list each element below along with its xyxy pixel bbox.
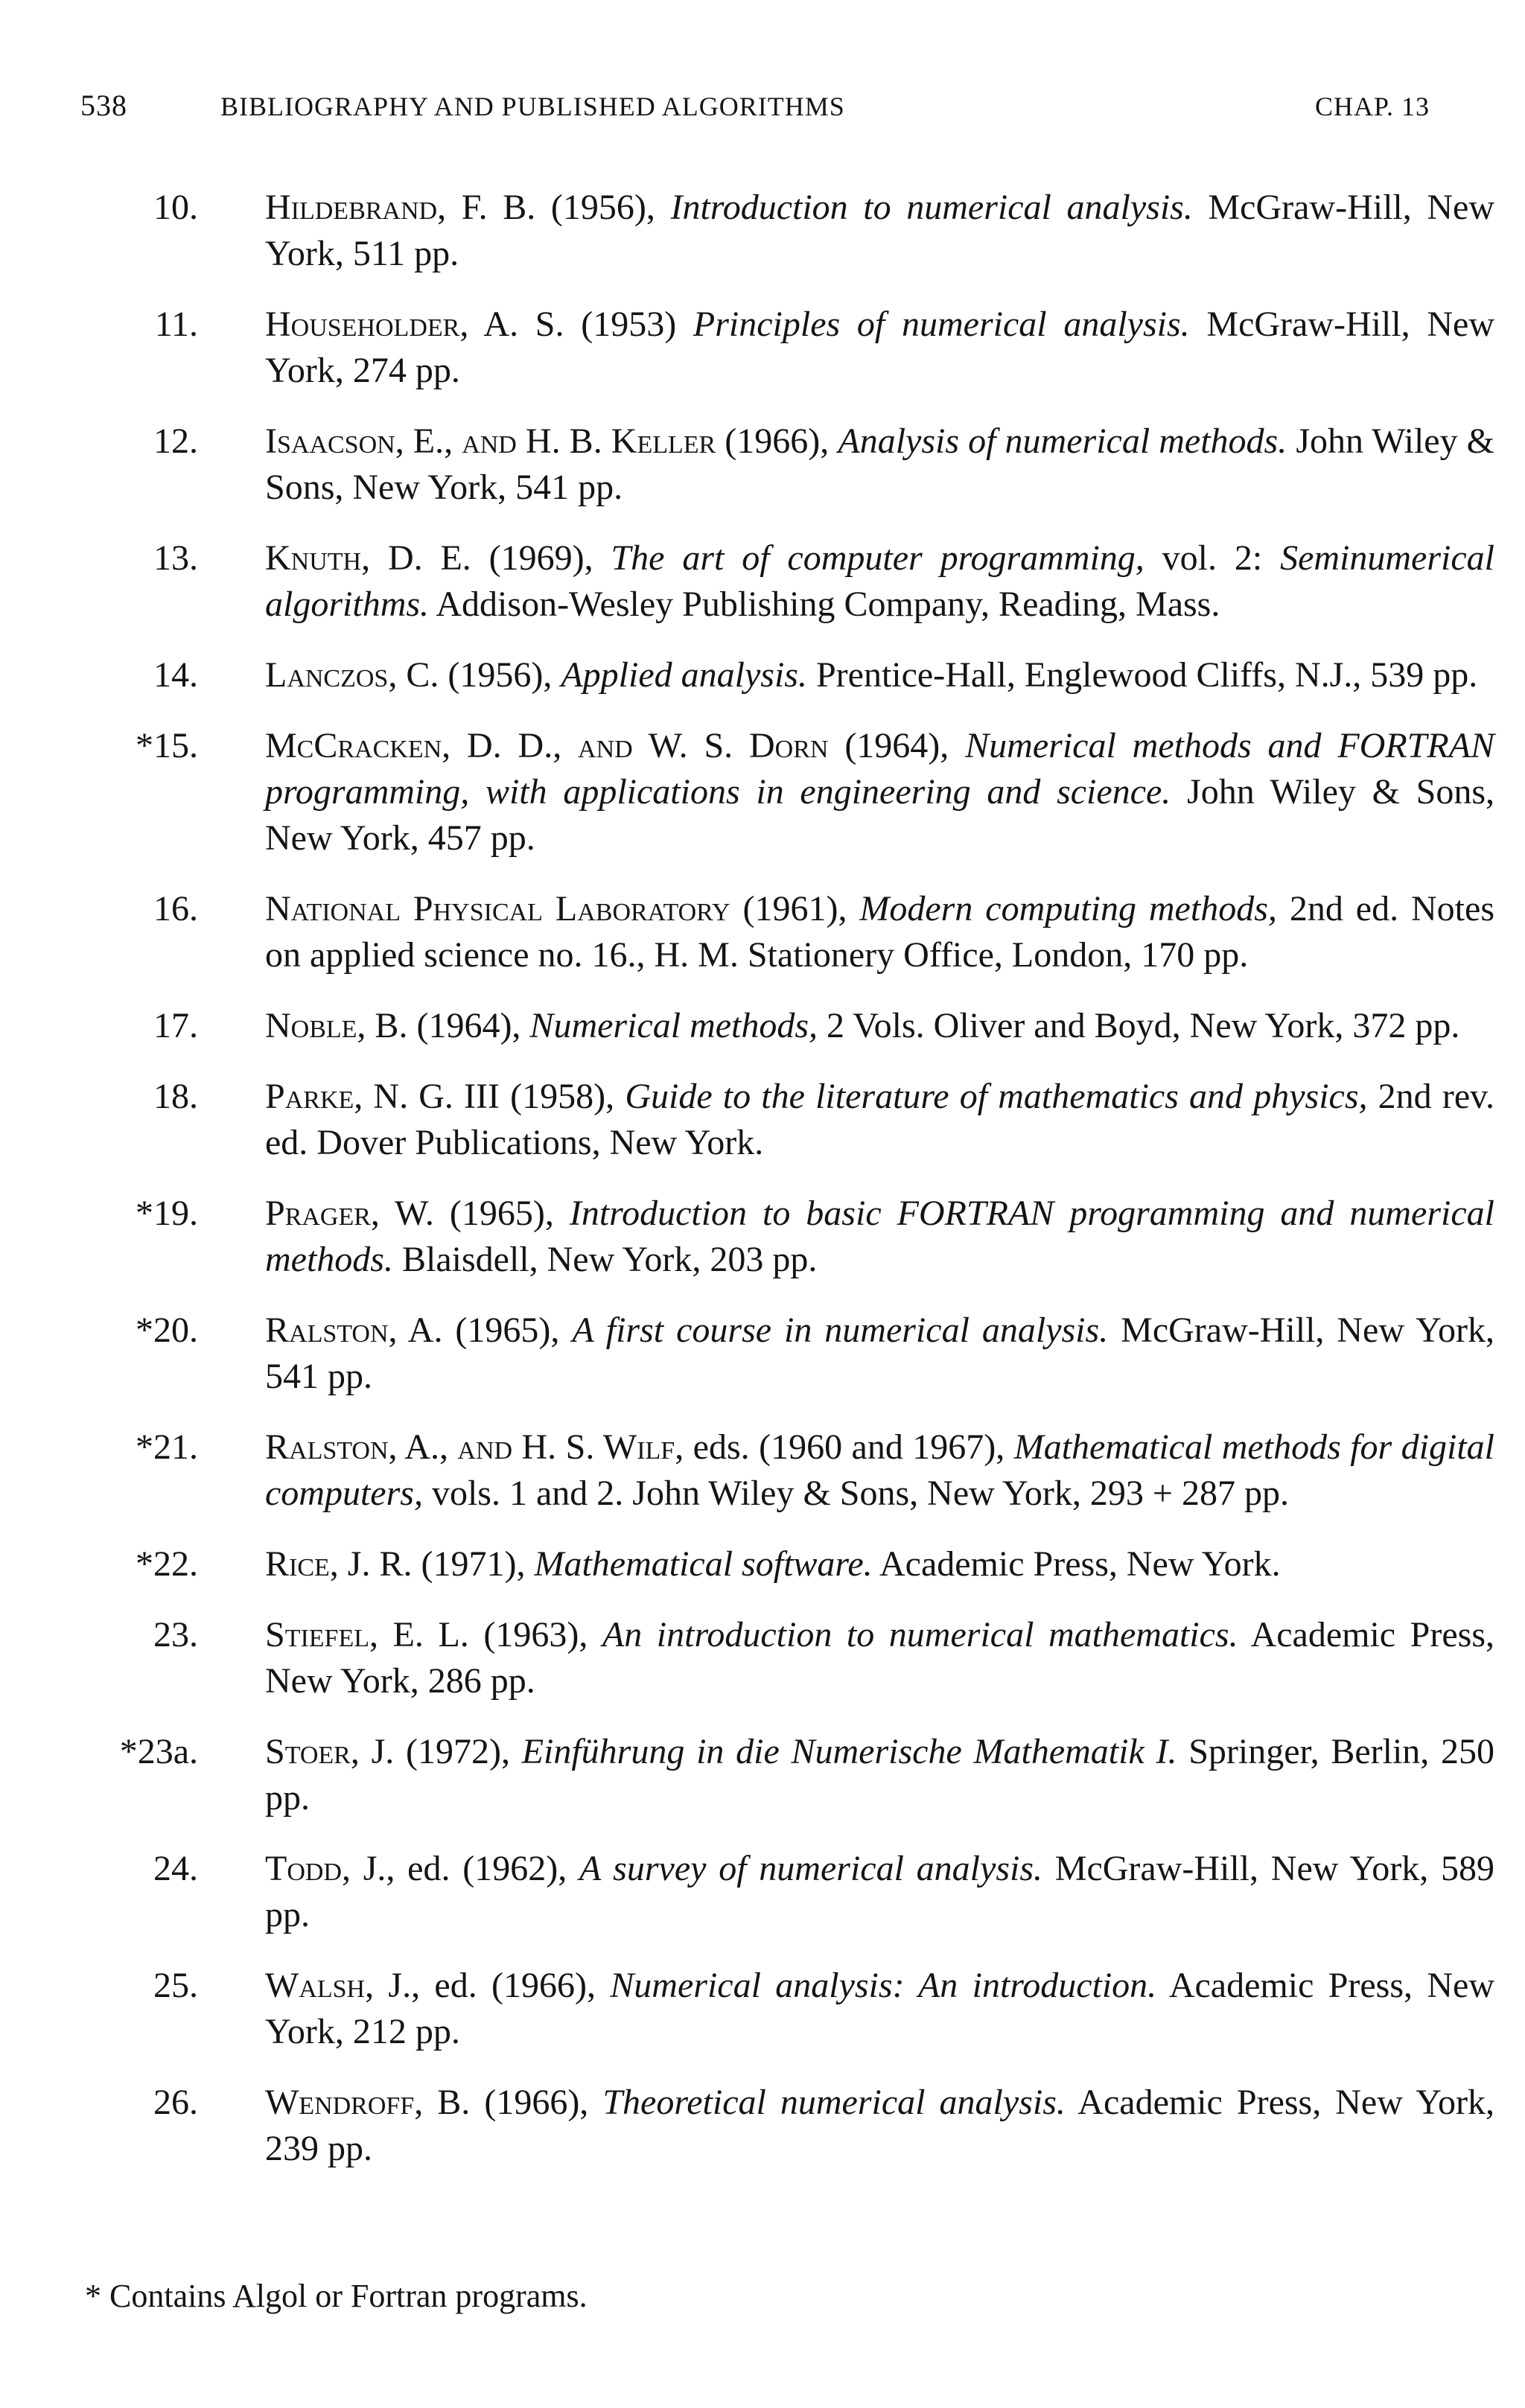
reference-text xyxy=(265,1191,1494,1283)
reference-author: Prager, W. xyxy=(265,1194,434,1233)
reference-item xyxy=(66,2080,1495,2172)
reference-publisher: vols. 1 and 2. John Wiley & Sons, New York, 293 + 287 pp. xyxy=(422,1474,1289,1513)
reference-publisher: McGraw-Hill, New York, 274 pp. xyxy=(265,305,1495,390)
reference-title: An introduction to numerical mathematics. xyxy=(602,1615,1238,1654)
reference-number: 11. xyxy=(154,305,198,344)
reference-publisher: 2 Vols. Oliver and Boyd, New York, 372 pp. xyxy=(818,1006,1460,1045)
reference-author: Walsh, J. xyxy=(265,1966,412,2005)
reference-text xyxy=(265,723,1494,861)
reference-item xyxy=(66,418,1495,511)
reference-publisher: McGraw-Hill, New York, 541 pp. xyxy=(265,1310,1495,1396)
reference-title: The art of computer programming, xyxy=(611,538,1144,578)
reference-number: *22. xyxy=(136,1544,198,1584)
reference-publisher: 2nd ed. Notes on applied science no. 16., H. M. Stationery Office, London, 170 pp. xyxy=(265,889,1494,975)
reference-year: , ed. (1962), xyxy=(386,1849,579,1888)
reference-author: Parke, N. G. III xyxy=(265,1077,500,1116)
reference-item xyxy=(66,1307,1495,1400)
reference-title: Numerical methods, xyxy=(529,1006,818,1045)
reference-publisher: Springer, Berlin, 250 pp. xyxy=(265,1732,1495,1818)
reference-year: (1966), xyxy=(716,421,838,461)
reference-publisher: McGraw-Hill, New York, 589 pp. xyxy=(265,1849,1494,1934)
reference-number: 14. xyxy=(153,655,198,695)
reference-text xyxy=(265,1307,1494,1400)
reference-author: Stoer, J. xyxy=(265,1732,395,1771)
reference-author: Ralston, A., and H. S. Wilf xyxy=(265,1427,675,1467)
reference-year: (1956), xyxy=(535,188,671,227)
reference-item xyxy=(66,1729,1495,1821)
reference-number: 24. xyxy=(153,1849,198,1888)
reference-publisher: Prentice-Hall, Englewood Cliffs, N.J., 539 pp. xyxy=(806,655,1478,695)
reference-title: Theoretical numerical analysis. xyxy=(602,2083,1066,2122)
reference-title: Numerical methods and FORTRAN programming, with applications in engineering and science. xyxy=(265,726,1495,812)
reference-number: 26. xyxy=(153,2083,198,2122)
reference-item xyxy=(66,1541,1430,1587)
reference-year: (1966), xyxy=(470,2083,603,2122)
reference-author: Wendroff, B. xyxy=(265,2083,471,2122)
reference-item xyxy=(66,1612,1495,1704)
reference-text xyxy=(265,1963,1494,2055)
reference-year: (1961), xyxy=(730,889,860,929)
reference-title: Introduction to basic FORTRAN programming and numerical methods. xyxy=(265,1194,1495,1279)
reference-publisher: Academic Press, New York, 212 pp. xyxy=(265,1966,1494,2051)
reference-year: (1953) xyxy=(564,305,693,344)
page-header xyxy=(80,88,1430,133)
reference-item xyxy=(66,723,1495,861)
reference-year: (1972), xyxy=(394,1732,522,1771)
reference-text xyxy=(265,302,1494,394)
reference-author: McCracken, D. D., and W. S. Dorn xyxy=(265,726,829,765)
reference-title: Analysis of numerical methods. xyxy=(838,421,1287,461)
chapter-label: CHAP. 13 xyxy=(1314,92,1430,121)
page-number: 538 xyxy=(80,89,127,122)
reference-author: Knuth, D. E. xyxy=(265,538,471,578)
reference-text xyxy=(265,2080,1494,2172)
reference-title: Guide to the literature of mathematics and physics, xyxy=(625,1077,1368,1116)
reference-item xyxy=(66,535,1494,628)
reference-year: (1965), xyxy=(433,1194,570,1233)
reference-publisher: John Wiley & Sons, New York, 541 pp. xyxy=(265,421,1495,507)
reference-number: 18. xyxy=(153,1077,198,1116)
reference-text xyxy=(265,652,1494,698)
reference-year: , ed. (1966), xyxy=(411,1966,611,2005)
reference-author: Isaacson, E., and H. B. Keller xyxy=(265,421,716,461)
reference-author: Todd, J. xyxy=(265,1849,386,1888)
reference-item xyxy=(66,302,1495,394)
reference-author: Hildebrand, F. B. xyxy=(265,188,536,227)
reference-item xyxy=(66,1003,1460,1049)
reference-text xyxy=(265,1729,1494,1821)
reference-publisher: Addison-Wesley Publishing Company, Reading, Mass. xyxy=(429,585,1220,624)
reference-text xyxy=(265,1003,1494,1049)
reference-item xyxy=(66,1846,1494,1938)
reference-year: (1958), xyxy=(500,1077,625,1116)
reference-list xyxy=(66,185,1495,2197)
reference-volume: vol. 2: xyxy=(1144,538,1281,578)
reference-author: Rice, J. R. xyxy=(265,1544,413,1584)
reference-title: Modern computing methods, xyxy=(859,889,1277,929)
reference-publisher: John Wiley & Sons, New York, 457 pp. xyxy=(265,772,1495,858)
reference-year: (1964), xyxy=(407,1006,530,1045)
reference-title: A first course in numerical analysis. xyxy=(572,1310,1109,1350)
reference-text xyxy=(265,1541,1494,1587)
reference-author: Householder, A. S. xyxy=(265,305,564,344)
footnote: * Contains Algol or Fortran programs. xyxy=(85,2278,588,2314)
reference-title: Introduction to numerical analysis. xyxy=(670,188,1193,227)
reference-text xyxy=(265,1424,1494,1517)
reference-text xyxy=(265,1074,1494,1166)
reference-item xyxy=(66,185,1495,277)
reference-author: Stiefel, E. L. xyxy=(265,1615,469,1654)
reference-number: 25. xyxy=(153,1966,198,2005)
reference-number: *23a. xyxy=(119,1732,198,1771)
reference-number: 10. xyxy=(153,188,198,227)
reference-title: Mathematical methods for digital computers, xyxy=(265,1427,1495,1513)
reference-publisher: Academic Press, New York, 239 pp. xyxy=(265,2083,1495,2168)
reference-subtitle: Seminumerical algorithms. xyxy=(265,538,1494,624)
reference-item xyxy=(66,1963,1494,2055)
reference-title: Mathematical software. xyxy=(534,1544,873,1584)
reference-title: Numerical analysis: An introduction. xyxy=(610,1966,1157,2005)
reference-publisher: Academic Press, New York. xyxy=(872,1544,1281,1584)
reference-item xyxy=(66,1074,1495,1166)
reference-publisher: 2nd rev. ed. Dover Publications, New York. xyxy=(265,1077,1495,1162)
reference-publisher: Academic Press, New York, 286 pp. xyxy=(265,1615,1495,1701)
reference-author: Ralston, A. xyxy=(265,1310,443,1350)
reference-year: , eds. (1960 and 1967), xyxy=(675,1427,1014,1467)
reference-number: *19. xyxy=(136,1194,198,1233)
reference-year: (1956), xyxy=(439,655,561,695)
reference-year: (1969), xyxy=(471,538,611,578)
reference-text xyxy=(265,1846,1494,1938)
reference-item xyxy=(66,652,1478,698)
reference-text xyxy=(265,418,1494,511)
reference-text xyxy=(265,886,1494,978)
reference-publisher: McGraw-Hill, New York, 511 pp. xyxy=(265,188,1495,273)
reference-author: National Physical Laboratory xyxy=(265,889,730,929)
reference-author: Lanczos, C. xyxy=(265,655,439,695)
reference-title: Applied analysis. xyxy=(561,655,807,695)
reference-author: Noble, B. xyxy=(265,1006,408,1045)
reference-text xyxy=(265,1612,1494,1704)
reference-year: (1963), xyxy=(468,1615,602,1654)
reference-title: Principles of numerical analysis. xyxy=(693,305,1190,344)
reference-number: 17. xyxy=(153,1006,198,1045)
reference-year: (1964), xyxy=(828,726,966,765)
reference-number: 13. xyxy=(153,538,198,578)
reference-number: 23. xyxy=(153,1615,198,1654)
reference-year: (1965), xyxy=(442,1310,573,1350)
reference-item xyxy=(66,886,1494,978)
reference-title: Einführung in die Numerische Mathematik I. xyxy=(521,1732,1177,1771)
reference-year: (1971), xyxy=(412,1544,535,1584)
reference-number: *20. xyxy=(136,1310,198,1350)
reference-item xyxy=(66,1424,1495,1517)
running-title: BIBLIOGRAPHY AND PUBLISHED ALGORITHMS xyxy=(220,92,845,121)
reference-number: 12. xyxy=(153,421,198,461)
reference-text xyxy=(265,185,1494,277)
reference-number: *15. xyxy=(136,726,198,765)
reference-number: 16. xyxy=(153,889,198,929)
reference-text xyxy=(265,535,1494,628)
reference-title: A survey of numerical analysis. xyxy=(579,1849,1043,1888)
reference-number: *21. xyxy=(136,1427,198,1467)
reference-item xyxy=(66,1191,1495,1283)
reference-publisher: Blaisdell, New York, 203 pp. xyxy=(392,1240,818,1279)
